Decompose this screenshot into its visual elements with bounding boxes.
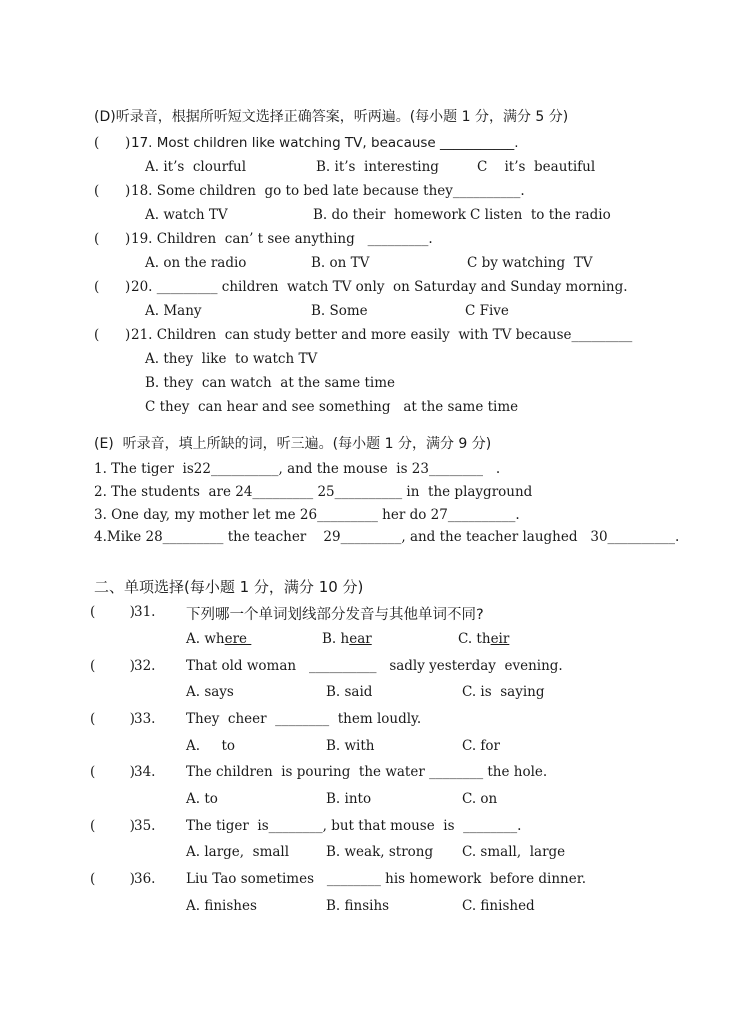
q18-paren[interactable]: ( ) [94, 183, 131, 199]
q33-option-a[interactable]: A. to [186, 738, 236, 754]
q31-stem: 下列哪一个单词划线部分发音与其他单词不同? [186, 607, 484, 623]
q20-option-c[interactable]: C Five [465, 303, 509, 319]
q19-option-b[interactable]: B. on TV [311, 255, 370, 271]
q19-option-a[interactable]: A. on the radio [145, 255, 247, 271]
q31-paren[interactable]: ( ) [90, 604, 135, 620]
q36-num: 36. [134, 871, 156, 887]
q19-stem: 19. Children can’ t see anything _________. [131, 231, 433, 247]
q21-option-a[interactable]: A. they like to watch TV [145, 351, 318, 367]
q31-b-underlined: ear [349, 631, 372, 647]
q19-option-c[interactable]: C by watching TV [467, 255, 593, 271]
q20-option-b[interactable]: B. Some [311, 303, 368, 319]
q17-option-a[interactable]: A. it’s clourful [145, 159, 247, 175]
q17-option-b[interactable]: B. it’s interesting [316, 159, 439, 175]
q18-option-b[interactable]: B. do their homework [313, 207, 466, 223]
section-d-heading: (D)听录音，根据所听短文选择正确答案，听两遍。(每小题 1 分，满分 5 分) [94, 109, 569, 125]
q18-option-a[interactable]: A. watch TV [145, 207, 228, 223]
q20-stem: 20. _________ children watch TV only on Saturday and Sunday morning. [131, 279, 628, 295]
q18-stem: 18. Some children go to bed late because they__________. [131, 183, 525, 199]
q36-stem: Liu Tao sometimes ________ his homework before dinner. [186, 871, 586, 887]
q21-stem: 21. Children can study better and more easily with TV because_________ [131, 327, 633, 343]
q20-option-a[interactable]: A. Many [145, 303, 202, 319]
q31-option-b[interactable]: B. hear [322, 631, 372, 647]
q34-stem: The children is pouring the water ________ the hole. [186, 764, 548, 780]
q33-paren[interactable]: ( ) [90, 711, 135, 727]
q32-paren[interactable]: ( ) [90, 658, 135, 674]
q32-option-c[interactable]: C. is saying [462, 684, 545, 700]
q35-option-c[interactable]: C. small, large [462, 844, 566, 860]
q31-option-a[interactable]: A. where [186, 631, 252, 647]
section-e-heading: (E) 听录音，填上所缺的词，听三遍。(每小题 1 分，满分 9 分) [94, 436, 492, 452]
q34-option-b[interactable]: B. into [326, 791, 372, 807]
q35-stem: The tiger is________, but that mouse is ________. [186, 818, 522, 834]
q34-num: 34. [134, 764, 156, 780]
q34-option-c[interactable]: C. on [462, 791, 498, 807]
q34-option-a[interactable]: A. to [186, 791, 218, 807]
q31-c-underlined: eir [490, 631, 510, 647]
section-2-heading: 二、单项选择(每小题 1 分，满分 10 分) [94, 578, 364, 596]
q35-option-b[interactable]: B. weak, strong [326, 844, 434, 860]
q18-option-c[interactable]: C listen to the radio [470, 207, 611, 223]
q17-paren[interactable]: ( ) [94, 135, 131, 151]
q36-option-c[interactable]: C. finished [462, 898, 535, 914]
q35-option-a[interactable]: A. large, small [186, 844, 290, 860]
q32-option-a[interactable]: A. says [186, 684, 234, 700]
q36-option-b[interactable]: B. finsihs [326, 898, 390, 914]
q17-option-c[interactable]: C it’s beautiful [477, 159, 596, 175]
e-line-4[interactable]: 4.Mike 28_________ the teacher 29_________, and the teacher laughed 30__________. [94, 529, 680, 545]
q36-option-a[interactable]: A. finishes [186, 898, 257, 914]
q19-paren[interactable]: ( ) [94, 231, 131, 247]
q31-a-underlined: ere [224, 631, 252, 647]
q21-paren[interactable]: ( ) [94, 327, 131, 343]
q34-paren[interactable]: ( ) [90, 764, 135, 780]
q32-stem: That old woman __________ sadly yesterday evening. [186, 658, 563, 674]
q31-num: 31. [134, 604, 156, 620]
q21-option-c[interactable]: C they can hear and see something at the same time [145, 399, 519, 415]
e-line-1[interactable]: 1. The tiger is22__________, and the mouse is 23________ . [94, 461, 501, 477]
q17-stem: 17. Most children like watching TV, beacause ___________. [131, 135, 519, 151]
q33-num: 33. [134, 711, 156, 727]
q35-num: 35. [134, 818, 156, 834]
q33-stem: They cheer ________ them loudly. [186, 711, 422, 727]
e-line-3[interactable]: 3. One day, my mother let me 26_________ her do 27__________. [94, 507, 520, 523]
q32-num: 32. [134, 658, 156, 674]
q35-paren[interactable]: ( ) [90, 818, 135, 834]
q21-option-b[interactable]: B. they can watch at the same time [145, 375, 396, 391]
q36-paren[interactable]: ( ) [90, 871, 135, 887]
q33-option-c[interactable]: C. for [462, 738, 501, 754]
q31-option-c[interactable]: C. their [458, 631, 510, 647]
q33-option-b[interactable]: B. with [326, 738, 375, 754]
q32-option-b[interactable]: B. said [326, 684, 373, 700]
e-line-2[interactable]: 2. The students are 24_________ 25__________ in the playground [94, 484, 533, 500]
q20-paren[interactable]: ( ) [94, 279, 131, 295]
